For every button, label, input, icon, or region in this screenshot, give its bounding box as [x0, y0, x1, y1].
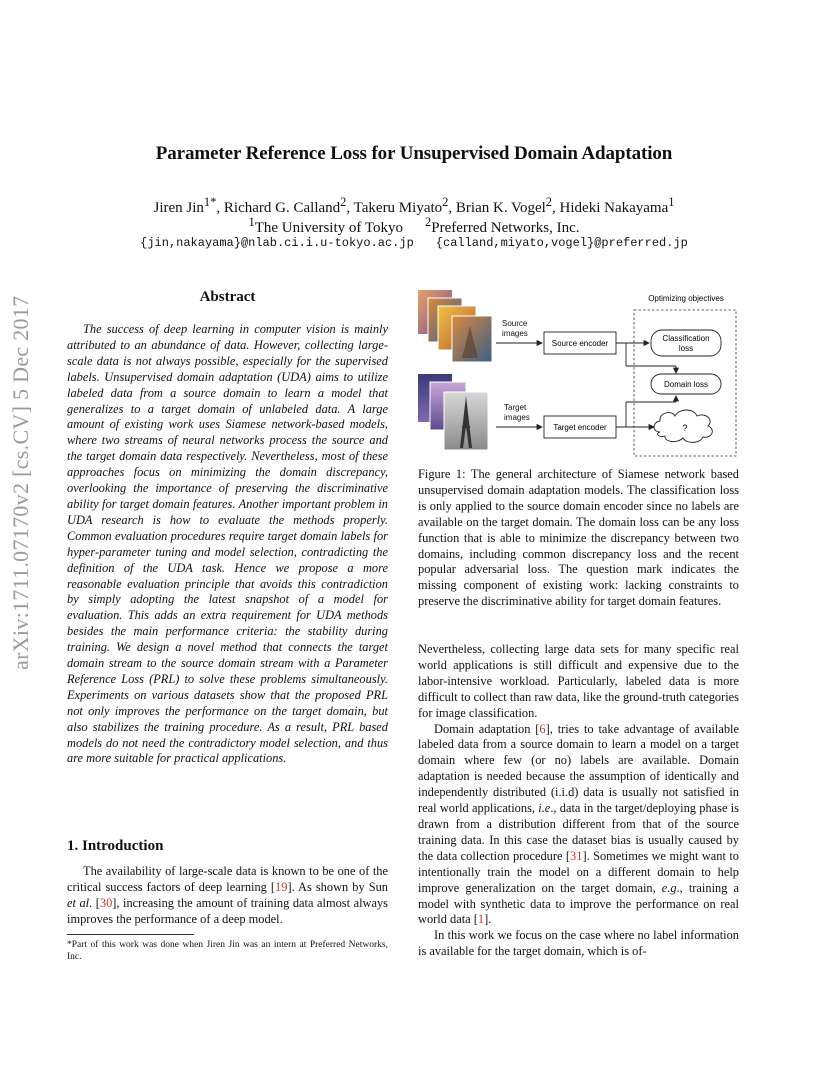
author-emails	[0, 236, 828, 250]
arxiv-stamp: arXiv:1711.07170v2 [cs.CV] 5 Dec 2017	[8, 295, 33, 670]
affiliation-1: $^1$The University of Tokyo	[248, 215, 403, 236]
figure-1-caption: Figure 1: The general architecture of Siamese network based unsupervised domain adaptation models. The classification loss is only applied to the source domain encoder since no labels are available on the target domain. The domain loss can be any loss function that is able to minimize the discrepancy between two domains, including common discrepancy loss and the recent popular adversarial loss. The question mark indicates the missing component of existing work: lacking constraints to preserve the discriminative ability for target domain features.	[418, 467, 739, 609]
section-heading-introduction: 1. Introduction	[67, 838, 164, 854]
target-encoder-label: Target encoder	[553, 423, 607, 432]
abstract-text: The success of deep learning in computer vision is mainly attributed to an abundance of data. However, collecting large-scale data is not always possible, especially for the supervised labels. Unsupervised domain adaptation (UDA) aims to utilize labeled data from a source domain to learn a model that generalizes to a target domain of unlabeled data. A large amount of existing work uses Siamese network-based models, where two streams of neural networks process the source and the target domain data respectively. Nevertheless, most of these approaches focus on minimizing the domain discrepancy, overlooking the importance of preserving the discriminative ability for target domain features. Another important problem in UDA research is how to evaluate the methods properly. Common evaluation procedures require target domain labels for hyper-parameter tuning and model selection, contradicting the definition of the UDA task. Hence we propose a more reasonable evaluation principle that avoids this contradiction by simply adopting the latest snapshot of a model for evaluation. This adds an extra requirement for UDA methods besides the main performance criteria: the stability during training. We design a novel method that connects the target domain stream to the source domain stream with a Parameter Reference Loss (PRL) to solve these problems simultaneously. Experiments on various datasets show that the proposed PRL not only improves the performance on the target domain, but also stabilizes the training procedure. As a result, PRL based models do not need the contradictory model selection, and thus are more suitable for practical applications.	[67, 322, 388, 766]
optimizing-objectives-label: Optimizing objectives	[648, 294, 724, 303]
source-images-label-1: Source	[502, 319, 528, 328]
affiliations	[0, 215, 828, 237]
unknown-label: ?	[682, 423, 688, 433]
footnote-rule	[67, 934, 194, 935]
figure-1-diagram	[414, 286, 744, 461]
abstract-heading: Abstract	[199, 289, 256, 305]
email-2: {calland,miyato,vogel}@preferred.jp	[435, 236, 688, 250]
paper-title: Parameter Reference Loss for Unsupervised Domain Adaptation	[155, 143, 673, 164]
paragraph-1: Nevertheless, collecting large data sets for many specific real world applications is still difficult and expensive due to the labor-intensive workload. Particularly, labeled data is more difficult to collect than raw data, like the ground-truth categories for image classification.	[418, 642, 739, 720]
author-list: Jiren Jin$^{1*}$, Richard G. Calland$^2$, Takeru Miyato$^2$, Brian K. Vogel$^2$, Hideki Nakayama$^1$	[153, 195, 675, 216]
target-images-label-2: images	[504, 413, 530, 422]
domain-loss-label: Domain loss	[663, 380, 709, 389]
body-right-column	[418, 642, 739, 960]
affiliation-2: $^2$Preferred Networks, Inc.	[424, 215, 580, 236]
classification-loss-label-2: loss	[678, 344, 694, 353]
source-images-stack	[418, 290, 492, 362]
classification-loss-label-1: Classification	[662, 334, 710, 343]
email-1: {jin,nakayama}@nlab.ci.i.u-tokyo.ac.jp	[140, 236, 414, 250]
paragraph-2: Domain adaptation [6], tries to take advantage of available labeled data from a source domain to learn a model on a target domain where few (or no) labels are available. Domain adaptation is needed because the assumption of identically and independently distributed (i.i.d) data is usually not satisfied in real world applications, i.e., data in the target/deploying phase is drawn from a distribution different from that of the source training data. In this case the dataset bias is usually caused by the data collection procedure [31]. Sometimes we might want to intentionally train the model on a different domain to help improve generalization on the target domain, e.g., training a model with synthetic data to improve the performance on real world data [1].	[418, 721, 739, 927]
source-images-label-2: images	[502, 329, 528, 338]
target-images-stack	[418, 374, 488, 450]
paragraph-3: In this work we focus on the case where no label information is available for the target domain, which is of-	[418, 928, 739, 959]
footnote: *Part of this work was done when Jiren Jin was an intern at Preferred Networks, Inc.	[67, 940, 388, 962]
target-images-label-1: Target	[504, 403, 527, 412]
introduction-text: The availability of large-scale data is known to be one of the critical success factors of deep learning [19]. As shown by Sun et al. [30], increasing the amount of training data almost always improves the performance of a deep model.	[67, 864, 388, 926]
source-encoder-label: Source encoder	[551, 339, 609, 348]
